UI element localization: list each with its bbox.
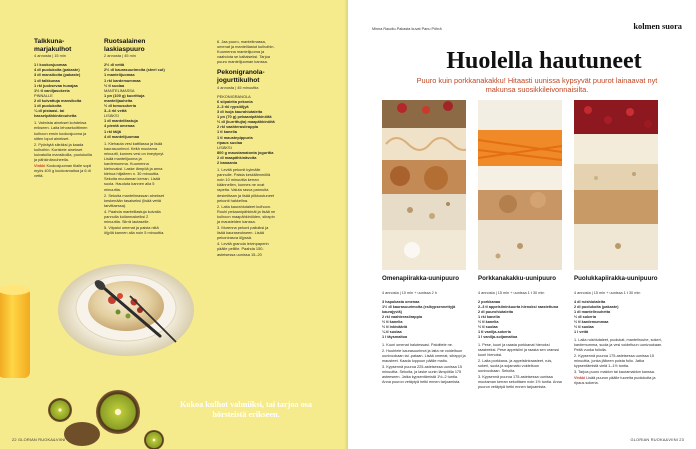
ingredient: 1 l täysmaitoa	[382, 335, 408, 339]
step: 2. Huuhtele kaurasuurimot ja laita ne voideltuun uunivuokaan tai -pataan. Lisää omenat, siirappi ja mausteet. Kaada loppuun päälle maito.	[382, 349, 466, 363]
step: 1. Laita ruishiutaleet, puolukat, mantelirouhe, sokeri, kardemumma, suola ja vesi voideltuun uunivuokaan. Peitä vuoka foliolla.	[574, 338, 663, 352]
right-page	[348, 0, 696, 449]
section-tag: kolmen suora	[633, 22, 682, 31]
tip-label: Vinkki	[574, 376, 586, 380]
ingredient: 1½ dl kaurasuurimoita (esikypsennettyjä kaurajyviä)	[382, 305, 456, 314]
ingredient: 1 tl kanelia	[217, 129, 237, 135]
photo-strip-lingonberry	[574, 100, 658, 270]
ingredient: 1 rkl täljä	[104, 128, 121, 134]
tip-label: Vinkki	[34, 163, 46, 169]
method	[34, 120, 92, 178]
ingredient: 3 hapokasta omenaa	[382, 300, 420, 304]
ingredient: 1 dl mantelilastuja	[104, 118, 138, 124]
ingredient: 1 mantelijuomaa	[104, 72, 135, 78]
recipe-meta: 4 annosta | 10 min + uunissa 2 h	[382, 291, 437, 295]
ingredient: ½ dl tomusokeria	[104, 103, 136, 109]
lead-paragraph: Puuro kuin porkkanakakku! Hitaasti uunissa kypsyvät puurot lainaavat nyt makunsa suosikkileivonnaisilta.	[416, 76, 658, 94]
step: 1. Valmista ainekset kohdeksa erikseen. Laita lehosekoittimen kulhoon ensin kookosjuoma ja sitten loput ainekset.	[34, 120, 88, 141]
ingredient: 1 l kookosjuomaa	[34, 62, 67, 68]
ingredient: 2 rkl vaahterasiirappia	[217, 124, 259, 130]
byline: Minna Raudio-Pakasta kuvat Panu Pöhrä	[372, 27, 442, 31]
ingredient: 3 dl mansikoita (pakaste)	[34, 72, 81, 78]
recipe-meta: 4 annosta | 15 min	[34, 53, 66, 59]
step: 2. Laita porkkana- ja appelsiiniraasteet, ruis, sokeri, suola ja sojamaito voideltuun uunivuokaan. Sekoita.	[478, 359, 553, 373]
kiwi-whole	[64, 422, 100, 446]
recipe-meta: 4 annosta | 45 minuuttia	[217, 84, 259, 90]
tip-text: Kookosjuoman tilalle sopii myös 400 g kookosmaitoa ja 6 dl vettä.	[34, 163, 92, 179]
ingredient-subheading: PINNALLE	[34, 92, 53, 98]
recipe-meta: 4 annosta | 15 min + uunissa 1 t 30 min	[478, 291, 545, 295]
ingredient: ½ tl suolaa	[478, 325, 498, 329]
ingredient: 1 dl puolukoita	[34, 103, 62, 109]
recipe-body	[382, 300, 466, 385]
photo-strip-carrot	[478, 100, 562, 270]
ingredient: 1 dl talkkunaa	[34, 77, 60, 83]
ingredient-subheading: LISÄKSI	[104, 113, 119, 119]
recipe-meta: 4 annosta | 15 min + uunissa 1 t 30 min	[574, 291, 641, 295]
ingredient: 2 dl puurohiutaleita	[478, 310, 514, 314]
ingredient: 1 tl vanilja-sokeria	[478, 330, 511, 334]
ingredient: 3 dl isoja kaurahiutaleita	[217, 109, 263, 115]
ingredient: 4 dl ruishiutaleita	[574, 300, 606, 304]
ingredient: 2 dl maapähkinävoita	[217, 154, 257, 160]
juice-glass	[0, 288, 30, 378]
ingredient: 1 dl mantelirouhetta	[574, 310, 611, 314]
ingredient: ½ tl kardemummaa	[574, 320, 609, 324]
photo-strip-apple	[382, 100, 466, 270]
ingredient: 3–4 rkl vettä	[104, 108, 127, 114]
ingredient: 1 pn (100 g) kuorittuja mantelijauheita	[104, 92, 145, 103]
ingredient: 2–3 rkl rypsiöljyä	[217, 103, 249, 109]
recipe-title: Talkkuna-marjakulhot	[34, 38, 72, 53]
tip	[574, 376, 664, 386]
ingredient-subheading: LISÄKSI	[217, 144, 232, 150]
recipe-body	[574, 300, 664, 386]
step: 2. Sekoita mantelimassan ainekset keskenään tasaiseksi (lisää vettä tarvittaessa).	[104, 192, 165, 208]
ingredient: 1½ tl vaniljasokeria	[34, 87, 70, 93]
method	[104, 141, 166, 236]
step: 3. Murenna pekoni palioiksi ja lisää kauraseokseen. Lisää pekonirasva öljyssä.	[217, 225, 269, 241]
page-footer: GLORIAN RUOKA&VIINI 23	[630, 437, 684, 442]
page-title: Huolella hautuneet	[446, 48, 642, 74]
ingredient: 2½ dl vettä	[104, 62, 125, 68]
ingredient: ¼ tl suolaa	[382, 330, 402, 334]
step: 2. Pyöräytä sileäksi ja kaada kulhoihin. Koristele ainekset kuivatuilla mansikoilla, puolukoilla ja pähkinärouheella.	[34, 141, 92, 162]
ingredient: ripaus suolaa	[217, 139, 243, 145]
step: 4. Paahda mantelilastuja kuivalla pannulla kullanruskeiksi 2 minuuttia. Siirrä lautaselle.	[104, 208, 161, 225]
step: 1. Pese, kuori ja raasta porkkanat hienoksi raasteeksi. Pese appelsiini ja raasta sen oranssi kuori hienoksi.	[478, 343, 560, 357]
ingredient: ½ dl sokeria	[574, 315, 596, 319]
recipe-column-2	[104, 38, 166, 235]
ingredient: ½ dl (kurrittujia) maapähkinöitä	[217, 119, 275, 125]
recipe-column-1	[34, 38, 92, 178]
recipe-body	[478, 300, 562, 390]
step: 3. Kypsennä puuroa 225-asteisessa uunissa 15 minuuttia. Sekoita, ja laske uunin lämpötila 175 asteeseen. Jatka kypsentämistä 1½–2 tuntia. Anna puuron vetäytyä hetki ennen tarjoamista.	[382, 365, 462, 384]
ingredient: 2 porkkanaa	[478, 300, 501, 304]
ingredient-subheading: MANTELIMASSA	[104, 87, 135, 93]
ingredient: 2 dl puolukoita (pakaste)	[574, 305, 619, 309]
step: 3. Kypsennä puuroa 175-asteisessa uunissa muutaman kerran sekoittaen noin 1½ tuntia. Anna puuron vetäytyä hetki ennen tarjoamista.	[478, 375, 562, 389]
ingredient: 1 l vanilja-soijamaitoa	[478, 335, 518, 339]
ingredient: 1 pn (70 g) pekaanipähkinöitä	[217, 114, 272, 120]
step: 1. Kiehauta vesi kattilassa ja lisää kaurasuurimot. Keitä muutama minuutti, kunnes vesi on imeytynyt. Lisää mantelijuoma ja kardemumma. Kuumenna kiehuvaksi. Laske lämpöä ja anna kiehua hiljalleen n. 30 minuuttia. Sekoita muutaman kerran. Lisää suola. Hauduta kannen alla 5 minuuttia.	[104, 140, 165, 192]
ingredient-list	[104, 62, 166, 138]
ingredient: 4 dl mantelijuomaa	[104, 133, 140, 139]
ingredient: 2 dl kuivattuja mansikoita	[34, 97, 82, 103]
step: 1. Levitä pekonit kylmälle pannulle. Paista keskilämmöllä noin 10 minuuttia kerran käännellen, kunnes ne ovat rapeita. Valuta rasva pannulta desimittaan ja lisää pilkkoutuneet pekonit hakkelina.	[217, 167, 275, 203]
ingredient: 2 rkl vaahterasiirappia	[382, 315, 423, 319]
step: 2. Laita kaurahiutaleet kulhoon. Rouhi pekaanipähkinät ja lisää ne kulhoon maapähkinöiden, siirapin ja mausteiden kanssa.	[217, 203, 276, 224]
ingredient: ½ tl inkivääriä	[382, 325, 408, 329]
recipe-title: Omenapiirakka-uunipuuro	[382, 275, 460, 282]
ingredient: ½ tl kanelia	[382, 320, 403, 324]
step: 1. Kuori omenat halutessasi. Paloittele ne.	[382, 343, 453, 347]
recipe-title: Ruotsalainen laskiaspuuro	[104, 38, 146, 53]
ingredient: 1 l vettä	[574, 330, 589, 334]
ingredient: 1 rkl kardemummaa	[104, 77, 141, 83]
ingredient: 4 pientä omenaa	[104, 123, 135, 129]
step: 4. Levitä granola leivinpaperin päälle pellille. Paahda 150-asteisessa uunissa 15–20	[217, 241, 269, 257]
ingredient: 2–3 tl appelsiininkuorta hienoksi raastettuna	[478, 305, 559, 309]
ingredient: 6 siipaleita pekonia	[217, 98, 253, 104]
ingredient: 2½ dl kaurasuurimoita (steel cut)	[104, 67, 165, 73]
ingredient: 1 tl maustepippuria	[217, 134, 253, 140]
ingredient: 4 dl puolukoita (pakaste)	[34, 67, 80, 73]
ingredient-subheading: PEKONIGRANOLA	[217, 93, 251, 99]
step: 5. Viipaloi omenat ja paista niitä öljyllä kannen alla noin 5 minuuttia.	[104, 225, 165, 236]
step: 3. Tarjoa puuro maidon tai kauramaidon kanssa.	[574, 370, 655, 374]
kiwi-half	[48, 398, 72, 422]
step: 6. Jaa puuro, mantelimassa, omenat ja mantelilastut kulhoihin. Kuumenna mantelijuoma ja vaahdota se kaltaiseksi. Tarjoa puuro mantelijuoman kanssa.	[217, 39, 275, 65]
ingredient: 1 rkl kanelia	[478, 315, 500, 319]
breakfast-photo	[0, 258, 348, 449]
tip	[34, 163, 92, 178]
recipe-meta: 2 annosta | 45 min	[104, 53, 136, 59]
tip-text: Lisää puuron päälle tuoreita puolukoita ja ripaus sokeria.	[574, 376, 656, 385]
page-footer: 22 GLORIAN RUOKA&VIINI	[12, 437, 66, 442]
ingredient: ¼ dl pistaasi- tai hasselpähkinärouhetta	[34, 108, 77, 119]
recipe-title: Pekonigranola-jogurttikulhot	[217, 69, 265, 85]
ingredient: ½ tl suolaa	[574, 325, 594, 329]
ingredient: ½ tl suolaa	[104, 82, 125, 88]
pull-quote: Kokoa kulhot valmiiksi, tai tarjoa osa hörsteistä erikseen.	[180, 400, 312, 419]
ingredient: 2 banaania	[217, 159, 238, 165]
recipe-title: Puolukkapiirakka-uunipuuro	[574, 275, 658, 282]
ingredient: 1 rkl juoksevaa hunajaa	[34, 82, 78, 88]
ingredient: ½ tl kanelia	[478, 320, 499, 324]
step: 2. Kypsennä puuroa 175-asteisessa uunissa 15 minuuttia, jonka jälkeen poista folio. Jatka kypsentämistä vielä 1–1½ tuntia.	[574, 354, 654, 368]
ingredient-list	[34, 62, 92, 118]
recipe-title: Porkkanakakku-uunipuuro	[478, 275, 557, 282]
ingredient-list	[217, 94, 277, 165]
ingredient: 800 g maustamatonta jogurttia	[217, 149, 274, 155]
